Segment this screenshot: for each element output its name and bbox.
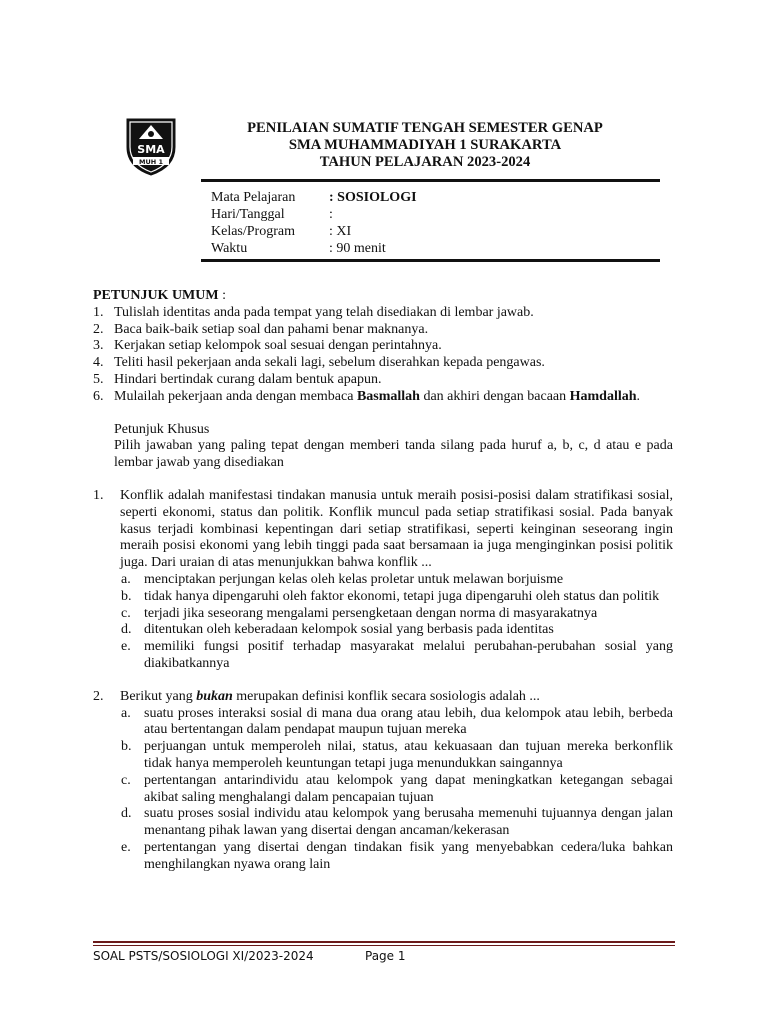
footer-divider-thin xyxy=(93,945,675,946)
general-instructions-heading xyxy=(93,288,673,305)
instruction-text: Kerjakan setiap kelompok soal sesuai dengan perintahnya. xyxy=(114,338,442,354)
instruction-text: Mulailah pekerjaan anda dengan membaca xyxy=(114,388,357,404)
option-letter: d. xyxy=(121,806,132,822)
instruction-item: 6. Mulailah pekerjaan anda dengan membaca Basmallah dan akhiri dengan bacaan Hamdallah. xyxy=(93,388,641,404)
header-line-3: TAHUN PELAJARAN 2023-2024 xyxy=(319,154,531,170)
page-footer xyxy=(93,949,406,963)
instruction-item: 3. Kerjakan setiap kelompok soal sesuai dengan perintahnya. xyxy=(93,338,442,354)
footer-code: SOAL PSTS/SOSIOLOGI XI/2023-2024 xyxy=(93,949,314,963)
option-letter: b. xyxy=(121,588,132,604)
option-b xyxy=(120,739,673,773)
option-b xyxy=(120,589,673,606)
page-number: Page 1 xyxy=(365,949,406,963)
instruction-text: dan akhiri dengan bacaan xyxy=(419,388,570,404)
logo-text-sma: SMA xyxy=(137,143,165,156)
instruction-text: . xyxy=(636,388,641,404)
general-instructions-list xyxy=(93,305,673,406)
option-letter: b. xyxy=(121,739,132,755)
document-header xyxy=(190,120,660,171)
option-letter: a. xyxy=(121,571,131,587)
question-text-post: merupakan definisi konflik secara sosiologis adalah ... xyxy=(232,688,540,704)
school-logo xyxy=(119,113,183,177)
footer-divider xyxy=(93,941,675,943)
option-text: ditentukan oleh keberadaan kelompok sosial yang berbasis pada identitas xyxy=(144,622,554,638)
exam-content xyxy=(93,288,673,874)
header-divider-top xyxy=(201,179,660,182)
option-a xyxy=(120,572,673,589)
info-value: : 90 menit xyxy=(329,241,386,256)
header-line-2: SMA MUHAMMADIYAH 1 SURAKARTA xyxy=(288,137,562,153)
exam-info-table xyxy=(211,189,417,257)
option-d xyxy=(120,806,673,840)
info-value: : SOSIOLOGI xyxy=(329,190,417,205)
info-label: Kelas/Program xyxy=(211,224,295,239)
option-text: suatu proses interaksi sosial di mana dua orang atau lebih, dua kelompok atau lebih, berbeda atau bertentangan dalam pendapat maupun tujuan mereka xyxy=(144,705,673,738)
option-e xyxy=(120,639,673,673)
option-text: perjuangan untuk memperoleh nilai, status, atau kekuasaan dan tujuan mereka berkonflik tidak hanya memperoleh keuntungan tetapi juga menundukkan saingannya xyxy=(144,739,673,771)
instruction-item: 5. Hindari bertindak curang dalam bentuk apapun. xyxy=(93,371,382,387)
hamdallah-text: Hamdallah xyxy=(569,388,637,404)
question-2 xyxy=(93,689,673,874)
general-instructions-title: PETUNJUK UMUM xyxy=(93,288,219,303)
question-number: 1. xyxy=(93,487,104,503)
option-e xyxy=(120,840,673,874)
question-text-pre: Berikut yang xyxy=(120,688,197,704)
question-1 xyxy=(93,488,673,673)
info-row-subject xyxy=(211,189,417,206)
option-c xyxy=(120,773,673,807)
header-divider-bottom xyxy=(201,259,660,262)
instruction-text: Tulislah identitas anda pada tempat yang telah disediakan di lembar jawab. xyxy=(114,304,534,320)
option-letter: e. xyxy=(121,839,131,855)
option-letter: e. xyxy=(121,639,131,655)
option-text: menciptakan perjungan kelas oleh kelas proletar untuk melawan borjuisme xyxy=(144,571,564,587)
basmallah-text: Basmallah xyxy=(356,388,420,404)
option-d xyxy=(120,622,673,639)
logo-text-muh: MUH 1 xyxy=(139,158,163,166)
instruction-text: Hindari bertindak curang dalam bentuk apapun. xyxy=(114,371,382,387)
option-letter: c. xyxy=(121,605,131,621)
option-text: pertentangan antarindividu atau kelompok yang dapat meningkatkan ketegangan sebagai akibat saling menghalangi dalam pencapaian tujuan xyxy=(144,772,673,805)
option-a xyxy=(120,706,673,740)
special-instructions xyxy=(93,422,673,472)
info-label: Mata Pelajaran xyxy=(211,190,296,205)
instruction-text: Baca baik-baik setiap soal dan pahami benar maknanya. xyxy=(114,321,429,337)
instruction-text: Teliti hasil pekerjaan anda sekali lagi, sebelum diserahkan kepada pengawas. xyxy=(114,355,545,371)
info-row-time xyxy=(211,240,417,257)
option-text: pertentangan yang disertai dengan tindakan fisik yang menyebabkan cedera/luka bahkan menghilangkan nyawa orang lain xyxy=(144,839,673,872)
option-text: memiliki fungsi positif terhadap masyarakat melalui perubahan-perubahan sosial yang diakibatkannya xyxy=(144,639,673,671)
general-instructions-colon: : xyxy=(218,288,226,303)
special-instructions-title: Petunjuk Khusus xyxy=(114,421,210,437)
info-value: : xyxy=(329,207,333,222)
option-letter: a. xyxy=(121,705,131,721)
option-letter: d. xyxy=(121,622,132,638)
info-value: : XI xyxy=(329,224,352,239)
option-text: suatu proses sosial individu atau kelompok yang berusaha memenuhi tujuannya dengan jalan menantang pihak lawan yang disertai dengan ancaman/kekerasan xyxy=(144,806,673,839)
instruction-item: 1. Tulislah identitas anda pada tempat yang telah disediakan di lembar jawab. xyxy=(93,304,534,320)
question-text: Konflik adalah manifestasi tindakan manusia untuk meraih posisi-posisi dalam stratifikasi sosial, seperti ekonomi, status dan politik. Konflik muncul pada setiap stratifikasi sosial. Pada banyak kasus terjadi kombinasi kepentingan dari setiap stratifikasi, seperti keinginan seseorang ingin meraih posisi ekonomi yang lebih tinggi pada saat bersamaan ia juga menginginkan posisi politik juga. Dari uraian di atas menunjukkan bahwa konflik ... xyxy=(120,487,673,571)
option-letter: c. xyxy=(121,772,131,788)
option-text: tidak hanya dipengaruhi oleh faktor ekonomi, tetapi juga dipengaruhi oleh status dan politik xyxy=(144,588,660,604)
special-instructions-text: Pilih jawaban yang paling tepat dengan memberi tanda silang pada huruf a, b, c, d atau e pada lembar jawab yang disediakan xyxy=(114,438,673,471)
question-number: 2. xyxy=(93,688,104,704)
info-label: Waktu xyxy=(211,241,248,256)
option-text: terjadi jika seseorang mengalami persengketaan dengan norma di masyarakatnya xyxy=(144,605,598,621)
instruction-item: 2. Baca baik-baik setiap soal dan pahami benar maknanya. xyxy=(93,321,429,337)
instruction-item: 4. Teliti hasil pekerjaan anda sekali lagi, sebelum diserahkan kepada pengawas. xyxy=(93,355,545,371)
info-row-class xyxy=(211,223,417,240)
question-emphasis: bukan xyxy=(196,688,233,704)
header-line-1: PENILAIAN SUMATIF TENGAH SEMESTER GENAP xyxy=(247,120,603,136)
info-label: Hari/Tanggal xyxy=(211,207,285,222)
info-row-date xyxy=(211,206,417,223)
question-text xyxy=(120,689,673,706)
option-c xyxy=(120,606,673,623)
